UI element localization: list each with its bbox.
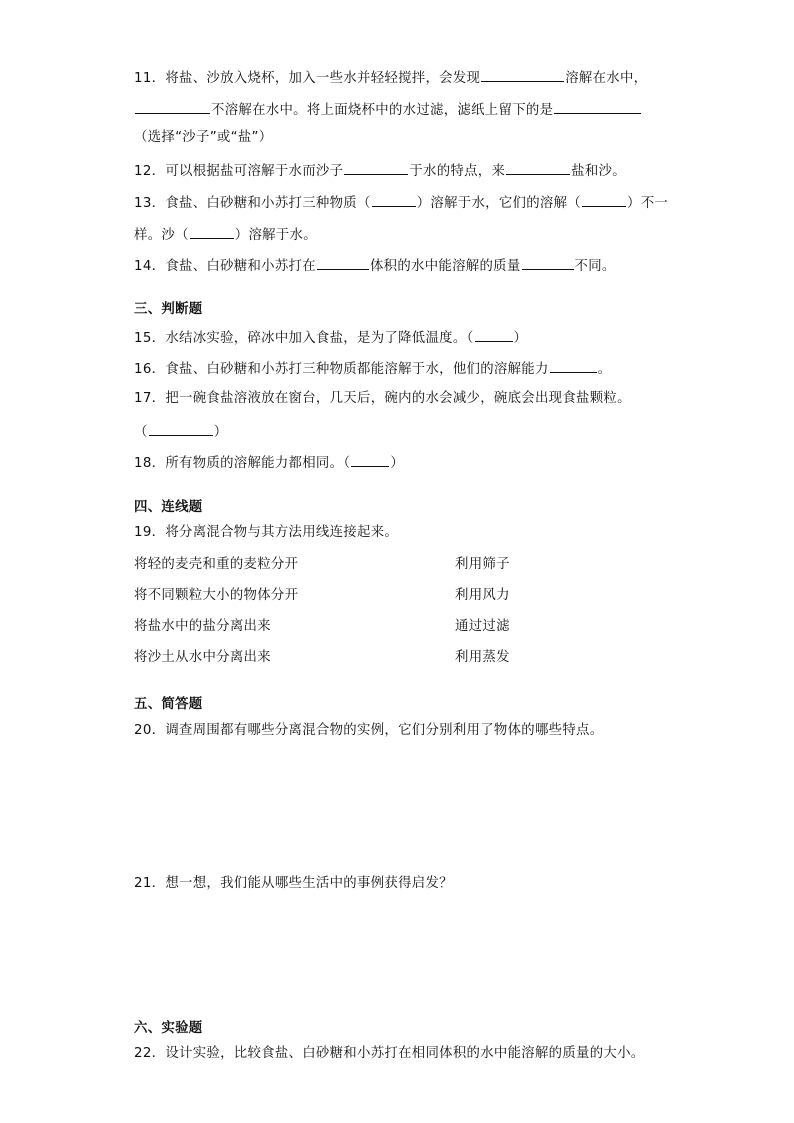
- answer-blank[interactable]: [506, 159, 570, 175]
- answer-blank[interactable]: [475, 326, 513, 342]
- answer-blank[interactable]: [344, 159, 408, 175]
- question-19: 19．将分离混合物与其方法用线连接起来。: [134, 525, 399, 540]
- match-right-item[interactable]: 利用风力: [455, 588, 510, 603]
- answer-blank[interactable]: [135, 98, 210, 114]
- answer-blank[interactable]: [550, 357, 597, 373]
- answer-blank[interactable]: [190, 223, 234, 239]
- question-11-line-2: 不溶解在水中。将上面烧杯中的水过滤，滤纸上留下的是: [134, 98, 642, 121]
- match-left-item[interactable]: 将轻的麦壳和重的麦粒分开: [134, 557, 299, 572]
- question-17-line-1: 17．把一碗食盐溶液放在窗台，几天后，碗内的水会减少，碗底会出现食盐颗粒。: [134, 391, 631, 406]
- question-12: 12．可以根据盐可溶解于水而沙子 于水的特点，来 盐和沙。: [134, 159, 626, 182]
- question-22: 22．设计实验，比较食盐、白砂糖和小苏打在相同体积的水中能溶解的质量的大小。: [134, 1046, 645, 1061]
- match-left-item[interactable]: 将不同颗粒大小的物体分开: [134, 588, 299, 603]
- answer-blank[interactable]: [554, 98, 641, 114]
- match-left-item[interactable]: 将沙土从水中分离出来: [134, 650, 271, 665]
- question-18: 18．所有物质的溶解能力都相同。（ ）: [134, 451, 404, 474]
- section-6-heading: 六、实验题: [134, 1021, 203, 1036]
- question-15: 15．水结冰实验，碎冰中加入食盐，是为了降低温度。（ ）: [134, 326, 527, 349]
- question-11-line-1: 11．将盐、沙放入烧杯，加入一些水并轻轻搅拌，会发现 溶解在水中，: [134, 66, 647, 89]
- match-left-item[interactable]: 将盐水中的盐分离出来: [134, 619, 271, 634]
- section-4-heading: 四、连线题: [134, 500, 203, 515]
- answer-blank[interactable]: [522, 254, 574, 270]
- answer-blank[interactable]: [481, 66, 564, 82]
- question-13-line-2: 样。沙（ ）溶解于水。: [134, 223, 317, 246]
- answer-blank[interactable]: [317, 254, 369, 270]
- question-13-line-1: 13．食盐、白砂糖和小苏打三种物质（ ）溶解于水，它们的溶解（ ）不一: [134, 191, 668, 214]
- match-right-item[interactable]: 通过过滤: [455, 619, 510, 634]
- question-11-line-3: （选择“沙子”或“盐”）: [134, 130, 273, 145]
- question-20: 20．调查周围都有哪些分离混合物的实例，它们分别利用了物体的哪些特点。: [134, 723, 604, 738]
- answer-blank[interactable]: [351, 451, 389, 467]
- match-right-item[interactable]: 利用筛子: [455, 557, 510, 572]
- question-17-line-2: （ ）: [134, 420, 227, 443]
- match-right-item[interactable]: 利用蒸发: [455, 650, 510, 665]
- answer-blank[interactable]: [582, 191, 626, 207]
- question-16: 16．食盐、白砂糖和小苏打三种物质都能溶解于水，他们的溶解能力 。: [134, 357, 611, 380]
- section-5-heading: 五、简答题: [134, 697, 203, 712]
- answer-blank[interactable]: [372, 191, 416, 207]
- question-21: 21．想一想，我们能从哪些生活中的事例获得启发？: [134, 876, 453, 891]
- section-3-heading: 三、判断题: [134, 302, 203, 317]
- question-14: 14．食盐、白砂糖和小苏打在 体积的水中能溶解的质量 不同。: [134, 254, 616, 277]
- answer-blank[interactable]: [149, 420, 213, 436]
